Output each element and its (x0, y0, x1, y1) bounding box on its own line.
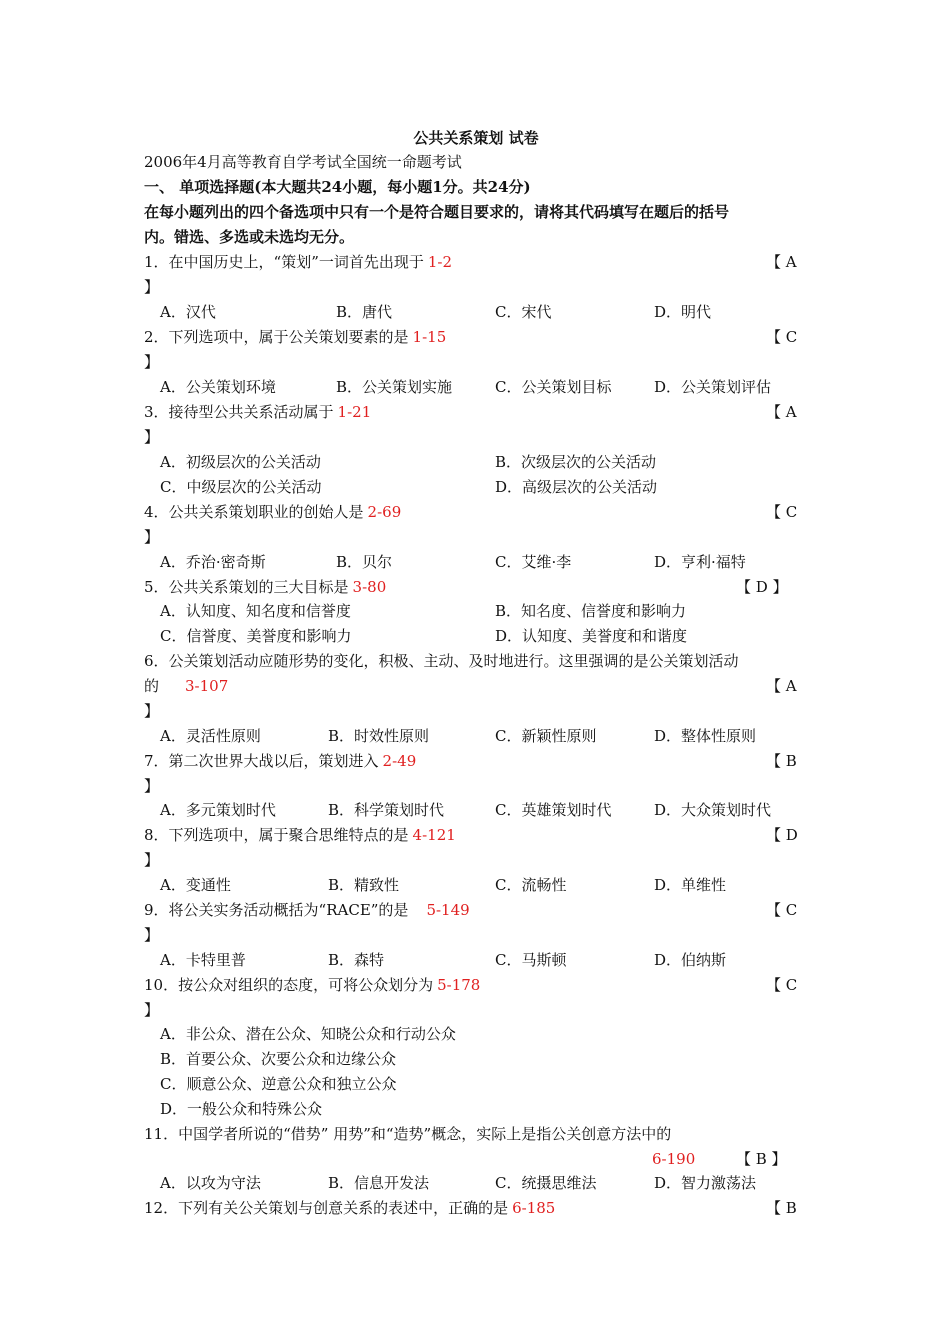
page-ref: 5-149 (426, 901, 470, 919)
question-stem: 4．公共关系策划职业的创始人是 (144, 503, 364, 521)
exam-subtitle: 2006年4月高等教育自学考试全国统一命题考试 (144, 153, 462, 171)
question-stem: 12．下列有关公关策划与创意关系的表述中，正确的是 (144, 1199, 509, 1217)
answer-bracket: 【 A (766, 677, 797, 695)
answer-bracket: 【 B (766, 752, 797, 770)
option-b: B．唐代 (336, 303, 393, 321)
option-c: C．英雄策划时代 (495, 801, 612, 819)
question-stem: 1．在中国历史上，“策划”一词首先出现于 (144, 253, 424, 271)
option-a: A．非公众、潜在公众、知晓公众和行动公众 (160, 1025, 456, 1043)
option-b: B．科学策划时代 (328, 801, 445, 819)
option-b: B．次级层次的公关活动 (495, 453, 657, 471)
option-a: A．初级层次的公关活动 (160, 453, 321, 471)
option-d: D．一般公众和特殊公众 (160, 1100, 323, 1118)
option-c: C．信誉度、美誉度和影响力 (160, 627, 352, 645)
option-b: B．贝尔 (336, 553, 393, 571)
instruction-line-2: 内。错选、多选或未选均无分。 (144, 228, 355, 246)
option-a: A．多元策划时代 (160, 801, 276, 819)
option-d: D．伯纳斯 (654, 951, 727, 969)
answer-bracket: 【 D 】 (736, 578, 788, 596)
option-d: D．明代 (654, 303, 712, 321)
answer-bracket: 【 C (766, 901, 798, 919)
page-ref: 2-49 (382, 752, 417, 770)
answer-bracket: 【 B (766, 1199, 797, 1217)
question-stem: 3．接待型公共关系活动属于 (144, 403, 334, 421)
answer-bracket: 【 B 】 (736, 1150, 787, 1168)
option-a: A．卡特里普 (160, 951, 246, 969)
option-c: C．宋代 (495, 303, 552, 321)
option-c: C．流畅性 (495, 876, 567, 894)
page-ref: 1-2 (427, 253, 453, 271)
option-d: D．认知度、美誉度和和谐度 (495, 627, 688, 645)
option-a: A．公关策划环境 (160, 378, 276, 396)
answer-bracket: 【 A (766, 253, 797, 271)
page-ref: 1-15 (412, 328, 447, 346)
option-b: B．首要公众、次要公众和边缘公众 (160, 1050, 397, 1068)
answer-bracket-close: 】 (144, 428, 160, 446)
option-c: C．公关策划目标 (495, 378, 612, 396)
option-b: B．森特 (328, 951, 385, 969)
instruction-line-1: 在每小题列出的四个备选项中只有一个是符合题目要求的，请将其代码填写在题后的括号 (144, 203, 730, 221)
answer-bracket: 【 D (766, 826, 798, 844)
option-a: A．变通性 (160, 876, 231, 894)
answer-bracket-close: 】 (144, 926, 160, 944)
option-b: B．知名度、信誉度和影响力 (495, 602, 687, 620)
question-stem: 9．将公关实务活动概括为“RACE”的是 (144, 901, 409, 919)
page-ref: 2-69 (367, 503, 402, 521)
option-d: D．智力激荡法 (654, 1174, 757, 1192)
answer-bracket-close: 】 (144, 528, 160, 546)
answer-bracket-close: 】 (144, 851, 160, 869)
option-a: A．灵活性原则 (160, 727, 261, 745)
question-stem-continued: 的 (144, 677, 160, 695)
question-stem: 5．公共关系策划的三大目标是 (144, 578, 349, 596)
answer-bracket: 【 A (766, 403, 797, 421)
page-title: 公共关系策划 试卷 (413, 129, 539, 147)
answer-bracket: 【 C (766, 976, 798, 994)
question-stem: 11．中国学者所说的“借势” 用势”和“造势”概念，实际上是指公关创意方法中的 (144, 1125, 672, 1143)
answer-bracket-close: 】 (144, 1001, 160, 1019)
page-ref: 4-121 (412, 826, 456, 844)
answer-bracket: 【 C (766, 328, 798, 346)
option-d: D．大众策划时代 (654, 801, 772, 819)
question-stem: 10．按公众对组织的态度，可将公众划分为 (144, 976, 434, 994)
option-c: C．中级层次的公关活动 (160, 478, 322, 496)
option-b: B．时效性原则 (328, 727, 430, 745)
option-c: C．艾维·李 (495, 553, 572, 571)
page-ref: 6-190 (652, 1150, 696, 1168)
page-ref: 3-80 (352, 578, 387, 596)
page-ref: 6-185 (512, 1199, 556, 1217)
page-ref: 3-107 (185, 677, 229, 695)
page-ref: 1-21 (337, 403, 372, 421)
answer-bracket-close: 】 (144, 353, 160, 371)
option-a: A．以攻为守法 (160, 1174, 261, 1192)
option-b: B．信息开发法 (328, 1174, 430, 1192)
option-c: C．顺意公众、逆意公众和独立公众 (160, 1075, 397, 1093)
option-d: D．单维性 (654, 876, 727, 894)
answer-bracket-close: 】 (144, 278, 160, 296)
option-c: C．统摄思维法 (495, 1174, 597, 1192)
page-ref: 5-178 (437, 976, 481, 994)
option-d: D．亨利·福特 (654, 553, 746, 571)
option-b: B．公关策划实施 (336, 378, 453, 396)
question-stem: 8．下列选项中，属于聚合思维特点的是 (144, 826, 409, 844)
option-a: A．汉代 (160, 303, 216, 321)
option-a: A．认知度、知名度和信誉度 (160, 602, 351, 620)
answer-bracket-close: 】 (144, 777, 160, 795)
option-d: D．整体性原则 (654, 727, 757, 745)
question-stem: 7．第二次世界大战以后，策划进入 (144, 752, 379, 770)
option-c: C．新颖性原则 (495, 727, 597, 745)
option-d: D．高级层次的公关活动 (495, 478, 658, 496)
option-b: B．精致性 (328, 876, 400, 894)
section-heading: 一、 单项选择题(本大题共24小题，每小题1分。共24分) (144, 178, 531, 196)
option-d: D．公关策划评估 (654, 378, 772, 396)
answer-bracket-close: 】 (144, 702, 160, 720)
question-stem: 2．下列选项中，属于公关策划要素的是 (144, 328, 409, 346)
answer-bracket: 【 C (766, 503, 798, 521)
option-c: C．马斯顿 (495, 951, 567, 969)
option-a: A．乔治·密奇斯 (160, 553, 266, 571)
question-stem: 6．公关策划活动应随形势的变化，积极、主动、及时地进行。这里强调的是公关策划活动 (144, 652, 739, 670)
